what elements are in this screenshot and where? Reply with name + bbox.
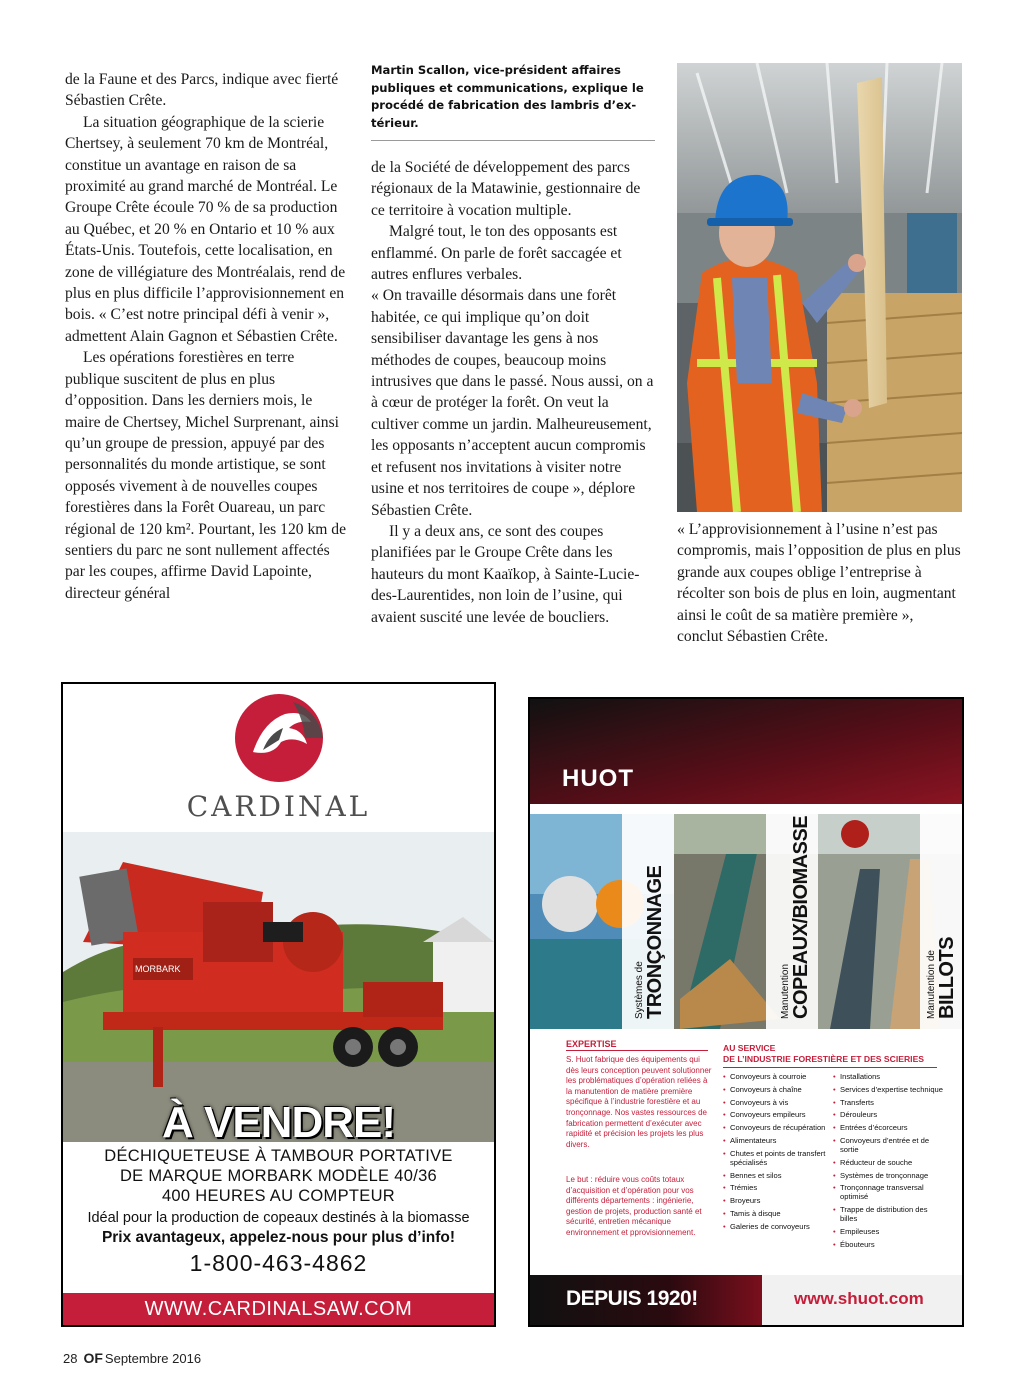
panel-label-small: Manutention de xyxy=(926,950,937,1019)
list-item: • Transferts xyxy=(833,1098,943,1107)
list-item: • Services d’expertise technique xyxy=(833,1085,943,1094)
expertise-heading: EXPERTISE xyxy=(566,1039,617,1049)
cardinal-brand-name: CARDINAL xyxy=(186,790,371,823)
article-photo xyxy=(677,63,962,512)
list-item: • Tamis à disque xyxy=(723,1209,833,1218)
list-item: • Bennes et silos xyxy=(723,1171,833,1180)
phone-number[interactable]: 1-800-463-4862 xyxy=(189,1250,368,1276)
list-item: • Tronçonnage transversal optimisé xyxy=(833,1183,943,1201)
list-item: • Ébouteurs xyxy=(833,1240,943,1249)
list-item: • Convoyeurs d’entrée et de sortie xyxy=(833,1136,943,1154)
list-item: • Galeries de convoyeurs xyxy=(723,1222,833,1231)
article-column-3 xyxy=(677,519,961,647)
list-item: • Convoyeurs à courroie xyxy=(723,1072,833,1081)
list-item: • Réducteur de souche xyxy=(833,1158,943,1167)
list-item: • Dérouleurs xyxy=(833,1110,943,1119)
paragraph: La situation géographique de la scierie Chertsey, à seulement 70 km de Montréal, constitue un avantage en raison de sa proximité au grand marché de Montréal. Le Groupe Crête écoule 70 % de sa production au Québec, et 20 % en Ontario et 10 % aux États-Unis. Toutefois, cette localisation, en zone de villégiature des Montréalais, rend de plus en plus difficile l’approvisionnement en bois. « C’est notre principal défi à venir », admettent Alain Gagnon et Sébastien Crête. xyxy=(65,113,346,345)
cardinal-logo-icon xyxy=(233,692,325,784)
paragraph: Il y a deux ans, ce sont des coupes planifiées par le Groupe Crête dans les hauteurs du mont Kaaïkop, à Sainte-Lucie-des-Laurentides, non loin de l’usine, qui avaient suscité une levée de boucliers. xyxy=(371,522,640,626)
paragraph: « On travaille désormais dans une forêt habitée, ce qui implique qu’on doit sensibiliser davantage les gens à nos méthodes de coupes, beaucoup moins intrusives que dans le passé. Nous aussi, on a à cœur de protéger la forêt. On veut la cultiver comme un jardin. Malheureusement, les opposants n’acceptent aucun compromis et refusent nos invitations à visiter notre usine et nos territoires de coupe », déplore Sébastien Crête. xyxy=(371,287,654,519)
services-heading-line: AU SERVICE xyxy=(723,1043,776,1053)
caption-divider xyxy=(371,140,655,141)
list-item: • Systèmes de tronçonnage xyxy=(833,1171,943,1180)
ad-line: Prix avantageux, appelez-nous pour plus d’info! xyxy=(101,1229,456,1246)
list-item: • Convoyeurs empileurs xyxy=(723,1110,833,1119)
article-column-2 xyxy=(371,157,655,628)
for-sale-headline: À VENDRE! xyxy=(161,1098,396,1147)
paragraph: « L’approvisionnement à l’usine n’est pas compromis, mais l’opposition de plus en plus grande aux coupes oblige l’entreprise à récolter son bois de plus en loin, augmentant ainsi le coût de sa matière première », conclut Sébastien Crête. xyxy=(677,521,961,646)
panel-label-small: Systèmes de xyxy=(634,961,645,1019)
since-tagline: DEPUIS 1920! xyxy=(566,1287,698,1310)
paragraph: Malgré tout, le ton des opposants est enflammé. On parle de forêt saccagée et autres enflures verbales. xyxy=(371,223,622,284)
huot-advertisement[interactable] xyxy=(528,697,964,1327)
ad-details xyxy=(63,1146,494,1278)
ad-line: DE MARQUE MORBARK MODÈLE 40/36 xyxy=(119,1167,438,1185)
list-item: • Entrées d’écorceurs xyxy=(833,1123,943,1132)
huot-logo: HUOT xyxy=(562,765,634,792)
ad-line: 400 HEURES AU COMPTEUR xyxy=(161,1187,396,1205)
list-item: • Empileuses xyxy=(833,1227,943,1236)
machine-label: MORBARK xyxy=(135,964,181,974)
list-item: • Chutes et points de transfert spécialisés xyxy=(723,1149,833,1167)
panel-label xyxy=(634,866,665,1019)
huot-footer xyxy=(530,1275,962,1325)
worker-photo-illustration xyxy=(677,63,962,512)
page-number: 28 xyxy=(63,1351,78,1366)
expertise-text: Le but : réduire vous coûts totaux d’acquisition et d’opération pour vos différents départements : ingénierie, gestion de projets, production santé et sécurité, entretien mécanique environnement et pprovisionnement. xyxy=(566,1175,702,1237)
page-footer xyxy=(63,1350,201,1366)
photo-caption: Martin Scallon, vice-président affaires publiques et communications, explique le procédé de fabrication des lambris d’ex-térieur. xyxy=(371,63,644,130)
ad-line: Idéal pour la production de copeaux destinés à la biomasse xyxy=(87,1210,470,1226)
panel-label-small: Manutention xyxy=(780,963,791,1019)
list-item: • Trappe de distribution des billes xyxy=(833,1205,943,1223)
paragraph: Les opérations forestières en terre publique suscitent de plus en plus d’opposition. Dans les derniers mois, le maire de Chertsey, Michel Surprenant, ainsi qu’un groupe de pression, appuyé par des personnalités du monde artistique, se sont opposés vivement à de nouvelles coupes forestières dans la Forêt Ouareau, un parc régional de 120 km². Pourtant, les 120 km de sentiers du parc ne sont nullement affectés par les coupes, affirme David Lapointe, directeur général xyxy=(65,349,346,602)
magazine-name: OF xyxy=(83,1350,103,1366)
cardinal-advertisement[interactable] xyxy=(61,682,496,1327)
list-item: • Broyeurs xyxy=(723,1196,833,1205)
paragraph: de la Société de développement des parcs régionaux de la Matawinie, gestionnaire de ce territoire à vocation multiple. xyxy=(371,159,641,219)
services-heading-line: DE L’INDUSTRIE FORESTIÈRE ET DES SCIERIES xyxy=(723,1053,925,1064)
panel-label-big: COPEAUX/BIOMASSE xyxy=(790,815,812,1019)
expertise-text: S. Huot fabrique des équipements qui dès leurs conception peuvent solutionner les problématiques d’opération reliées à la manutention de matière première spécifique à l’industrie forestière et au tronçonnage. Nos vastes ressources de fabrication permettent d’exécuter avec rapidité et précision les projets les plus divers. xyxy=(566,1055,712,1149)
expertise-divider xyxy=(566,1050,708,1051)
panel-label xyxy=(926,937,957,1019)
list-item: • Trémies xyxy=(723,1183,833,1192)
list-item: • Convoyeurs à vis xyxy=(723,1098,833,1107)
ad-line: DÉCHIQUETEUSE À TAMBOUR PORTATIVE xyxy=(104,1147,453,1165)
huot-banner xyxy=(530,699,962,1029)
list-item: • Installations xyxy=(833,1072,943,1081)
list-item: • Convoyeurs à chaîne xyxy=(723,1085,833,1094)
chipper-photo xyxy=(63,832,494,1142)
panel-label-big: TRONÇONNAGE xyxy=(644,865,666,1019)
panel-label-big: BILLOTS xyxy=(936,936,958,1019)
article-column-1 xyxy=(65,69,347,604)
panel-label xyxy=(780,816,811,1019)
issue-date: Septembre 2016 xyxy=(104,1351,202,1366)
cardinal-website-link[interactable]: WWW.CARDINALSAW.COM xyxy=(63,1293,494,1325)
list-item: • Alimentateurs xyxy=(723,1136,833,1145)
huot-website-link[interactable]: www.shuot.com xyxy=(794,1289,924,1308)
services-list-right xyxy=(833,1072,943,1253)
services-divider xyxy=(723,1067,937,1068)
services-heading xyxy=(723,1043,924,1064)
paragraph: de la Faune et des Parcs, indique avec fierté Sébastien Crête. xyxy=(65,71,339,110)
services-list-left xyxy=(723,1072,833,1235)
list-item: • Convoyeurs de récupération xyxy=(723,1123,833,1132)
